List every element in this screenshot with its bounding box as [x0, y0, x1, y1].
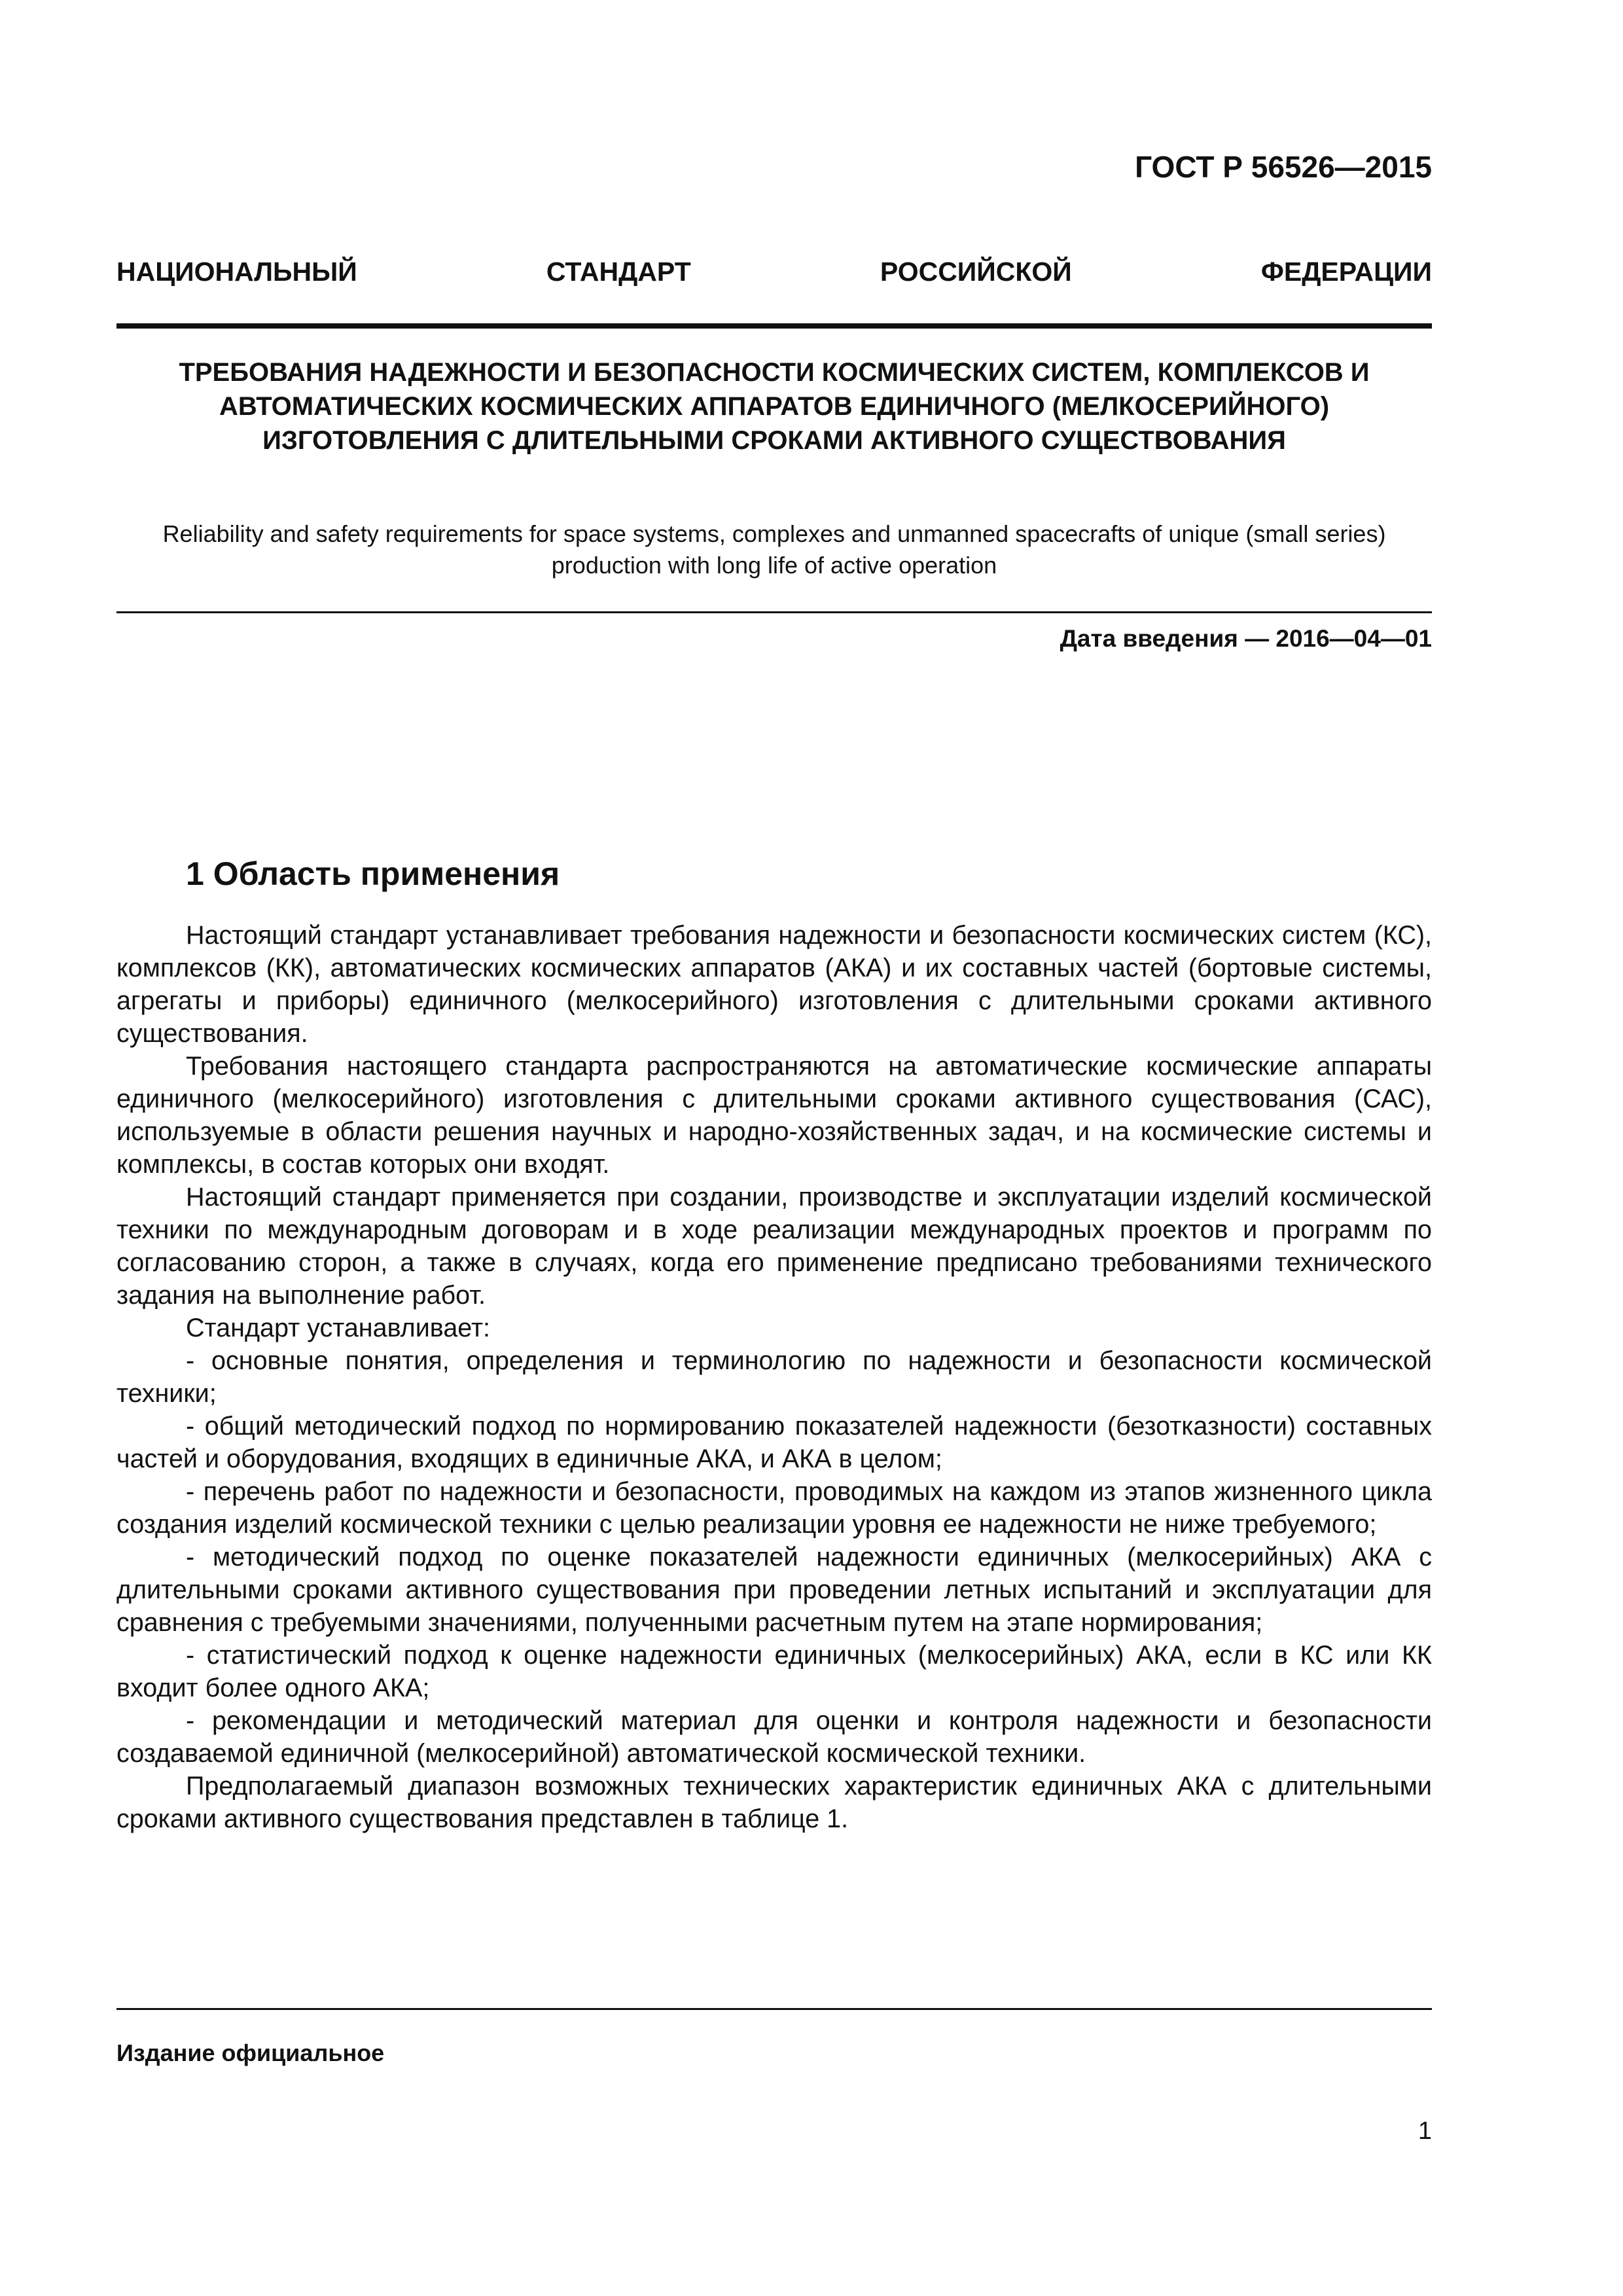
document-title-russian: ТРЕБОВАНИЯ НАДЕЖНОСТИ И БЕЗОПАСНОСТИ КОСМИЧЕСКИХ СИСТЕМ, КОМПЛЕКСОВ И АВТОМАТИЧЕСКИХ КОСМИЧЕСКИХ АППАРАТОВ ЕДИНИЧНОГО (МЕЛКОСЕРИЙНОГО) ИЗГОТОВЛЕНИЯ С ДЛИТЕЛЬНЫМИ СРОКАМИ АКТИВНОГО СУЩЕСТВОВАНИЯ [179, 358, 1370, 455]
list-item: - общий методический подход по нормированию показателей надежности (безотказности) составных частей и оборудования, входящих в единичные АКА, и АКА в целом; [116, 1412, 1432, 1473]
footer-divider [116, 2008, 1432, 2010]
paragraph: Стандарт устанавливает: [186, 1314, 491, 1342]
list-item: - основные понятия, определения и терминологию по надежности и безопасности космической техники; [116, 1346, 1432, 1408]
introduction-date: Дата введения — 2016—04—01 [1060, 625, 1432, 652]
paragraph: Предполагаемый диапазон возможных технических характеристик единичных АКА с длительными сроками активного существования представлен в таблице 1. [116, 1772, 1432, 1833]
list-item: - рекомендации и методический материал для оценки и контроля надежности и безопасности создаваемой единичной (мелкосерийной) автоматической космической техники. [116, 1706, 1432, 1768]
standard-banner: НАЦИОНАЛЬНЫЙ СТАНДАРТ РОССИЙСКОЙ ФЕДЕРАЦИИ [116, 257, 1432, 287]
paragraph: Настоящий стандарт устанавливает требования надежности и безопасности космических систем (КС), комплексов (КК), автоматических космических аппаратов (АКА) и их составных частей (бортовые системы, агрегаты и приборы) единичного (мелкосерийного) изготовления с длительными сроками активного существования. [116, 921, 1432, 1048]
header-divider [116, 323, 1432, 329]
document-number: ГОСТ Р 56526—2015 [1135, 150, 1432, 184]
page-number: 1 [1418, 2117, 1432, 2145]
paragraph: Настоящий стандарт применяется при создании, производстве и эксплуатации изделий космической техники по международным договорам и в ходе реализации международных проектов и программ по согласованию сторон, а также в случаях, когда его применение предписано требованиями технического задания на выполнение работ. [116, 1183, 1432, 1310]
list-item: - перечень работ по надежности и безопасности, проводимых на каждом из этапов жизненного цикла создания изделий космической техники с целью реализации уровня ее надежности не ниже требуемого; [116, 1477, 1432, 1539]
list-item: - методический подход по оценке показателей надежности единичных (мелкосерийных) АКА с длительными сроками активного существования при проведении летных испытаний и эксплуатации для сравнения с требуемыми значениями, полученными расчетным путем на этапе нормирования; [116, 1543, 1432, 1637]
title-divider [116, 611, 1432, 613]
document-title-english: Reliability and safety requirements for space systems, complexes and unmanned spacecrafts of unique (small series) production with long life of active operation [162, 520, 1386, 579]
edition-label: Издание официальное [116, 2039, 385, 2066]
paragraph: Требования настоящего стандарта распространяются на автоматические космические аппараты единичного (мелкосерийного) изготовления с длительными сроками активного существования (САС), используемые в области решения научных и народно-хозяйственных задач, и на космические системы и комплексы, в состав которых они входят. [116, 1052, 1432, 1179]
list-item: - статистический подход к оценке надежности единичных (мелкосерийных) АКА, если в КС или КК входит более одного АКА; [116, 1641, 1432, 1702]
section-body [116, 919, 1432, 1835]
section-heading: 1 Область применения [186, 855, 560, 892]
